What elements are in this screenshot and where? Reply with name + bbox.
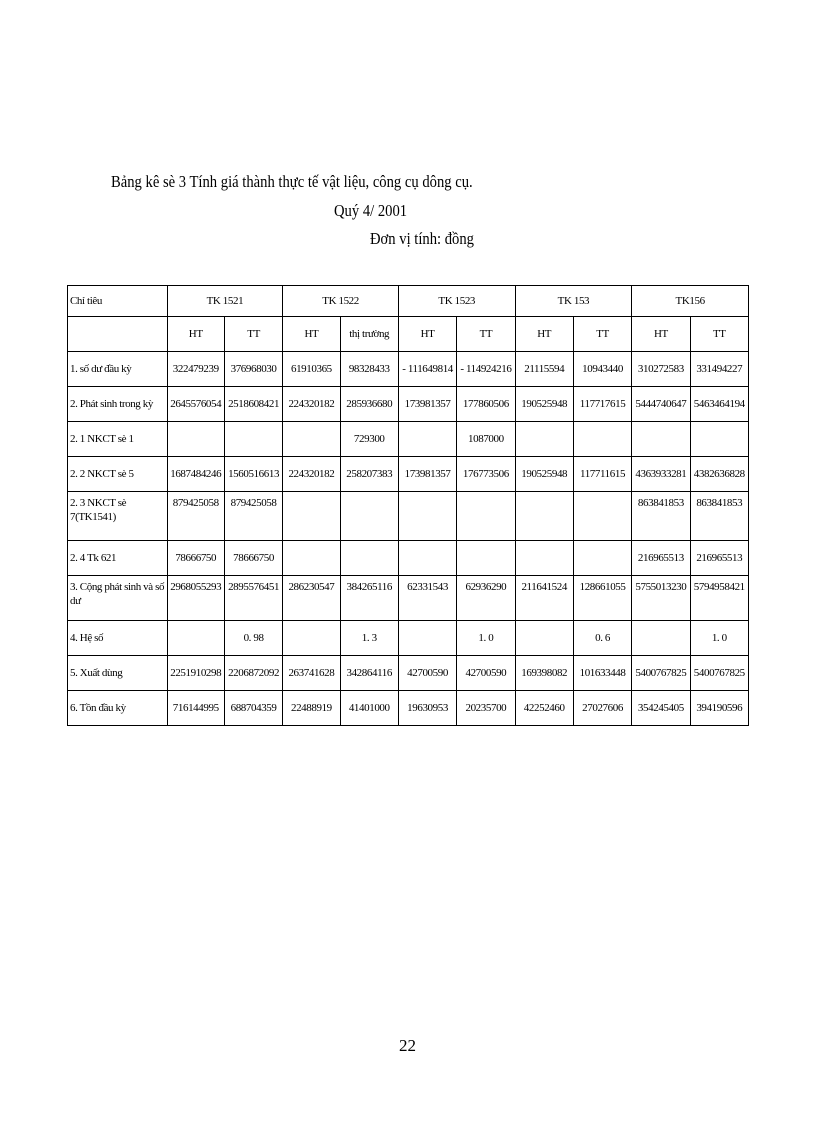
group-header-cell: TK 1521 <box>167 286 283 317</box>
value-cell: 1687484246 <box>167 457 224 492</box>
value-cell: 2251910298 <box>167 656 224 691</box>
value-cell: 128661055 <box>573 576 631 621</box>
value-cell: 78666750 <box>167 541 224 576</box>
value-cell: 190525948 <box>515 387 573 422</box>
table-row <box>68 621 749 656</box>
value-cell: 176773506 <box>457 457 515 492</box>
value-cell <box>283 492 340 541</box>
value-cell <box>515 492 573 541</box>
value-cell <box>398 422 456 457</box>
table-subheader-row <box>68 317 749 352</box>
row-label-cell: 2. 3 NKCT sè 7(TK1541) <box>68 492 168 541</box>
value-cell: 2968055293 <box>167 576 224 621</box>
value-cell: 117711615 <box>573 457 631 492</box>
value-cell: 258207383 <box>340 457 398 492</box>
value-cell: 5400767825 <box>632 656 690 691</box>
table-row <box>68 691 749 726</box>
value-cell <box>224 422 282 457</box>
table-row <box>68 387 749 422</box>
value-cell: 863841853 <box>632 492 690 541</box>
value-cell: 354245405 <box>632 691 690 726</box>
value-cell: 1560516613 <box>224 457 282 492</box>
document-title: Bảng kê sè 3 Tính giá thành thực tế vật liệu, công cụ dông cụ. <box>111 172 473 191</box>
value-cell: 376968030 <box>224 352 282 387</box>
group-header-cell: TK 1523 <box>398 286 515 317</box>
cost-table <box>67 285 749 726</box>
subheader-cell: HT <box>632 317 690 352</box>
subheader-cell: HT <box>283 317 340 352</box>
value-cell: 117717615 <box>573 387 631 422</box>
value-cell <box>632 422 690 457</box>
document-period: Quý 4/ 2001 <box>334 201 408 220</box>
value-cell: 729300 <box>340 422 398 457</box>
subheader-cell: HT <box>398 317 456 352</box>
subheader-cell: HT <box>515 317 573 352</box>
value-cell: 310272583 <box>632 352 690 387</box>
value-cell: 688704359 <box>224 691 282 726</box>
subheader-cell: TT <box>690 317 748 352</box>
value-cell <box>398 621 456 656</box>
value-cell: 10943440 <box>573 352 631 387</box>
value-cell: 2206872092 <box>224 656 282 691</box>
value-cell: 384265116 <box>340 576 398 621</box>
value-cell: 0. 6 <box>573 621 631 656</box>
table-row <box>68 541 749 576</box>
page-number: 22 <box>399 1036 416 1055</box>
group-header-cell: TK 153 <box>515 286 632 317</box>
value-cell: 1. 0 <box>690 621 748 656</box>
value-cell: 224320182 <box>283 457 340 492</box>
document-unit: Đơn vị tính: đồng <box>370 229 474 248</box>
subheader-cell: HT <box>167 317 224 352</box>
table-row <box>68 457 749 492</box>
value-cell: 2518608421 <box>224 387 282 422</box>
value-cell: 173981357 <box>398 387 456 422</box>
value-cell: 173981357 <box>398 457 456 492</box>
value-cell: 216965513 <box>632 541 690 576</box>
value-cell: 42700590 <box>398 656 456 691</box>
table-row <box>68 656 749 691</box>
value-cell: 5463464194 <box>690 387 748 422</box>
value-cell: 4363933281 <box>632 457 690 492</box>
value-cell: 169398082 <box>515 656 573 691</box>
value-cell: 879425058 <box>224 492 282 541</box>
value-cell: 322479239 <box>167 352 224 387</box>
value-cell: 211641524 <box>515 576 573 621</box>
value-cell <box>515 541 573 576</box>
value-cell: 98328433 <box>340 352 398 387</box>
group-header-cell: TK 1522 <box>283 286 399 317</box>
row-label-cell: 2. Phát sinh trong kỳ <box>68 387 168 422</box>
value-cell: 21115594 <box>515 352 573 387</box>
value-cell <box>340 541 398 576</box>
value-cell: 1. 0 <box>457 621 515 656</box>
value-cell: 27027606 <box>573 691 631 726</box>
value-cell: 1. 3 <box>340 621 398 656</box>
row-label-cell: 5. Xuất dùng <box>68 656 168 691</box>
value-cell: 216965513 <box>690 541 748 576</box>
value-cell: 42700590 <box>457 656 515 691</box>
header-label-cell: Chỉ tiêu <box>68 286 168 317</box>
value-cell <box>283 422 340 457</box>
value-cell: 2645576054 <box>167 387 224 422</box>
value-cell <box>340 492 398 541</box>
value-cell <box>398 541 456 576</box>
value-cell: 62331543 <box>398 576 456 621</box>
value-cell: 394190596 <box>690 691 748 726</box>
value-cell: 42252460 <box>515 691 573 726</box>
value-cell <box>398 492 456 541</box>
subheader-cell: TT <box>457 317 515 352</box>
value-cell: 5794958421 <box>690 576 748 621</box>
value-cell <box>283 541 340 576</box>
value-cell <box>515 422 573 457</box>
row-label-cell: 3. Cộng phát sinh và số dư <box>68 576 168 621</box>
table-row <box>68 352 749 387</box>
value-cell: 101633448 <box>573 656 631 691</box>
value-cell <box>573 492 631 541</box>
value-cell: 331494227 <box>690 352 748 387</box>
value-cell: - 114924216 <box>457 352 515 387</box>
value-cell: 22488919 <box>283 691 340 726</box>
value-cell: 263741628 <box>283 656 340 691</box>
value-cell: 20235700 <box>457 691 515 726</box>
value-cell: 41401000 <box>340 691 398 726</box>
value-cell <box>457 541 515 576</box>
row-label-cell: 2. 2 NKCT sè 5 <box>68 457 168 492</box>
subheader-cell: thị trường <box>340 317 398 352</box>
table-row <box>68 422 749 457</box>
value-cell: 4382636828 <box>690 457 748 492</box>
value-cell: 286230547 <box>283 576 340 621</box>
subheader-cell: TT <box>573 317 631 352</box>
value-cell: 1087000 <box>457 422 515 457</box>
value-cell: 342864116 <box>340 656 398 691</box>
value-cell: 19630953 <box>398 691 456 726</box>
value-cell <box>573 422 631 457</box>
table-row <box>68 492 749 541</box>
group-header-cell: TK156 <box>632 286 749 317</box>
subheader-cell: TT <box>224 317 282 352</box>
table-row <box>68 576 749 621</box>
value-cell: 190525948 <box>515 457 573 492</box>
value-cell: 62936290 <box>457 576 515 621</box>
value-cell: 0. 98 <box>224 621 282 656</box>
row-label-cell: 1. số dư đầu kỳ <box>68 352 168 387</box>
value-cell: 78666750 <box>224 541 282 576</box>
value-cell <box>283 621 340 656</box>
value-cell <box>690 422 748 457</box>
value-cell: 5444740647 <box>632 387 690 422</box>
row-label-cell: 6. Tồn đầu kỳ <box>68 691 168 726</box>
value-cell: 224320182 <box>283 387 340 422</box>
value-cell: 285936680 <box>340 387 398 422</box>
value-cell: 879425058 <box>167 492 224 541</box>
value-cell: 2895576451 <box>224 576 282 621</box>
value-cell: 716144995 <box>167 691 224 726</box>
value-cell: - 111649814 <box>398 352 456 387</box>
value-cell <box>632 621 690 656</box>
value-cell <box>167 621 224 656</box>
value-cell: 863841853 <box>690 492 748 541</box>
value-cell: 177860506 <box>457 387 515 422</box>
value-cell <box>573 541 631 576</box>
value-cell <box>167 422 224 457</box>
value-cell: 5755013230 <box>632 576 690 621</box>
empty-cell <box>68 317 168 352</box>
row-label-cell: 2. 1 NKCT sè 1 <box>68 422 168 457</box>
value-cell <box>457 492 515 541</box>
value-cell <box>515 621 573 656</box>
value-cell: 5400767825 <box>690 656 748 691</box>
row-label-cell: 2. 4 Tk 621 <box>68 541 168 576</box>
row-label-cell: 4. Hệ số <box>68 621 168 656</box>
value-cell: 61910365 <box>283 352 340 387</box>
table-group-header-row <box>68 286 749 317</box>
